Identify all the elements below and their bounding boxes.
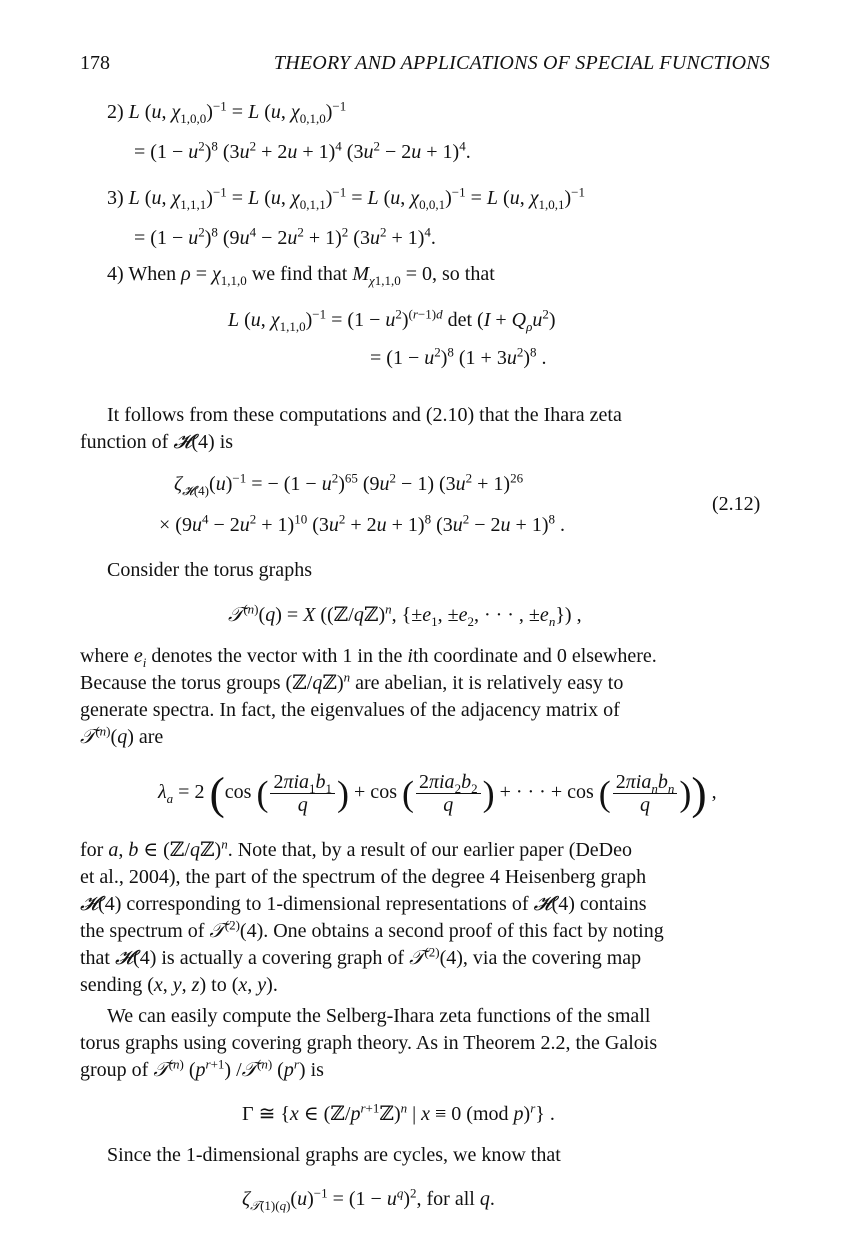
paragraph-3-line-2: Because the torus groups (ℤ/qℤ)$^n$ are abelian, it is relatively easy to bbox=[80, 669, 624, 694]
paragraph-1-line-1: It follows from these computations and (2.10) that the Ihara zeta bbox=[107, 404, 622, 426]
paragraph-5-line-1: We can easily compute the Selberg-Ihara zeta functions of the small bbox=[107, 1005, 651, 1027]
item-4-equation-2: = $(1 - u^2)^8$ $(1 + 3u^2)^8$ . bbox=[370, 344, 547, 369]
paragraph-4-line-4: the spectrum of 𝒯$^{(2)}$(4). One obtains a second proof of this fact by noting bbox=[80, 917, 664, 942]
paragraph-5-line-2: torus graphs using covering graph theory. As in Theorem 2.2, the Galois bbox=[80, 1032, 658, 1054]
paragraph-4-line-2: et al., 2004), the part of the spectrum of the degree 4 Heisenberg graph bbox=[80, 866, 647, 888]
paragraph-3-line-1: where $e_i$ denotes the vector with 1 in the ith coordinate and 0 elsewhere. bbox=[80, 645, 657, 670]
item-3-line-2: = $(1 - u^2)^8$ $(9u^4 - 2u^2 + 1)^2$ $(3u^2 + 1)^4$. bbox=[134, 224, 436, 249]
paragraph-3-line-3: generate spectra. In fact, the eigenvalues of the adjacency matrix of bbox=[80, 699, 620, 721]
cycle-zeta-formula: $\zeta_{𝒯(1)(q)}(u)^{-1} = (1 - u^q)^2$, for all q. bbox=[242, 1185, 495, 1213]
galois-group-formula: Γ ≅ {x ∈ $(ℤ/p^{r+1}ℤ)^n$ | x ≡ 0 (mod p)$^r$} . bbox=[242, 1100, 555, 1125]
running-title: THEORY AND APPLICATIONS OF SPECIAL FUNCTIONS bbox=[273, 52, 770, 74]
paragraph-3-line-4: 𝒯$^{(n)}$(q) are bbox=[80, 723, 164, 748]
paragraph-2: Consider the torus graphs bbox=[107, 559, 312, 581]
equation-2-12-line-1: $\zeta_{𝓗(4)}(u)^{-1}$ = − $(1 - u^2)^{65}$ $(9u^2 - 1) (3u^2 + 1)^{26}$ bbox=[174, 470, 524, 498]
paragraph-6: Since the 1-dimensional graphs are cycles, we know that bbox=[107, 1144, 561, 1166]
paragraph-4-line-3: 𝓗(4) corresponding to 1-dimensional representations of 𝓗(4) contains bbox=[80, 893, 647, 915]
paragraph-4-line-1: for a, b ∈ (ℤ/qℤ)$^n$. Note that, by a result of our earlier paper (DeDeo bbox=[80, 836, 632, 861]
page-number: 178 bbox=[80, 52, 110, 74]
paragraph-1-line-2: function of 𝓗(4) is bbox=[80, 431, 234, 453]
eigenvalue-formula: $\lambda_a = 2$ (cos ( $\frac{2\pi ia_1b_1}{q}$ ) + cos ( $\frac{2\pi ia_2b_2}{q}$ ) + · · · + cos ( $\frac{2\pi ia_nb_n}{q}$ )) , bbox=[158, 767, 717, 819]
item-4-equation-1: L (u, $\chi_{1,1,0})^{-1} = (1 - u^2)^{(r-1)d}$ $\det (I + Q_\rho u^2)$ bbox=[228, 306, 556, 334]
item-2-line-1: 2) L (u, $\chi_{1,0,0})^{-1} = L$ (u, $\chi_{0,1,0})^{-1}$ bbox=[107, 98, 347, 126]
paragraph-4-line-6: sending (x, y, z) to (x, y). bbox=[80, 974, 278, 996]
paragraph-5-line-3: group of 𝒯$^{(n)}$ $(p^{r+1})$ /𝒯$^{(n)}$ $(p^r)$ is bbox=[80, 1056, 324, 1081]
equation-number: (2.12) bbox=[712, 493, 761, 515]
paragraph-4-line-5: that 𝓗(4) is actually a covering graph of 𝒯$^{(2)}$(4), via the covering map bbox=[80, 944, 642, 969]
equation-2-12-line-2: × $(9u^4 - 2u^2 + 1)^{10}$ $(3u^2 + 2u + 1)^8$ $(3u^2 - 2u + 1)^8$ . bbox=[159, 511, 565, 536]
item-4-line: 4) When $\rho = \chi_{1,1,0}$ we find that $M_{\chi 1,1,0} = 0$, so that bbox=[107, 263, 495, 288]
item-3-line-1: 3) L (u, $\chi_{1,1,1})^{-1} = L$ (u, $\chi_{0,1,1})^{-1} = L$ (u, $\chi_{0,0,1})^{-1} = L$ (u, $\chi_{1,0,1})^{-1}$ bbox=[107, 184, 586, 212]
torus-definition: 𝒯$^{(n)}$(q) = X ((ℤ/qℤ)$^n$, {$\pm e_1$, $\pm e_2$, · · · , $\pm e_n$}) , bbox=[228, 601, 582, 629]
item-2-line-2: = $(1 - u^2)^8$ $(3u^2 + 2u + 1)^4$ $(3u^2 - 2u + 1)^4$. bbox=[134, 138, 471, 163]
